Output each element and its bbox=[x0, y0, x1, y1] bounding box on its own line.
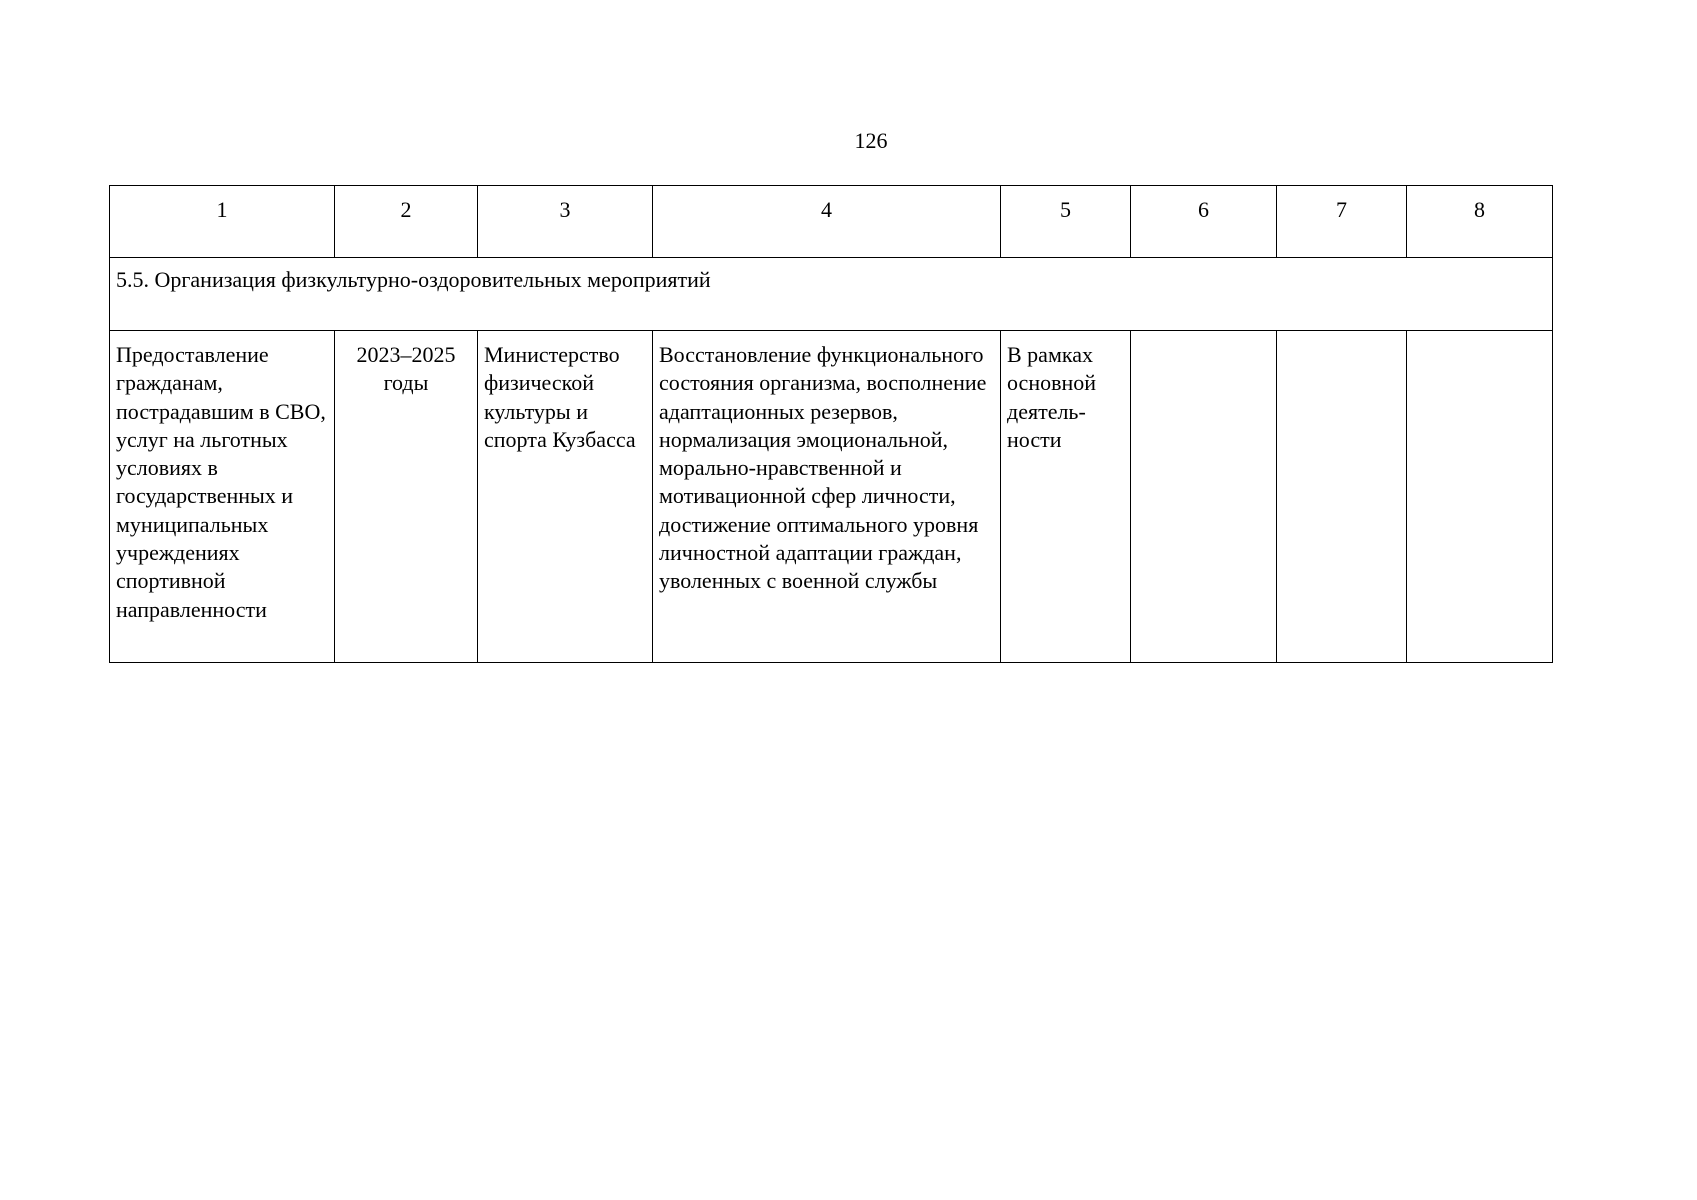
section-heading: 5.5. Организация физкультурно-оздоровительных мероприятий bbox=[110, 258, 1553, 331]
table-row bbox=[110, 331, 1553, 663]
column-7-cell bbox=[1277, 331, 1407, 663]
activity-cell: Предоставление гражданам, пострадавшим в СВО, услуг на льготных условиях в государственных и муниципальных учреждениях спортивной направленности bbox=[110, 331, 335, 663]
page-number: 126 bbox=[854, 128, 888, 153]
executor-cell: Министерство физической культуры и спорта Кузбасса bbox=[478, 331, 653, 663]
column-number-row bbox=[110, 186, 1553, 258]
column-number-5: 5 bbox=[1001, 186, 1131, 258]
column-number-4: 4 bbox=[653, 186, 1001, 258]
column-number-2: 2 bbox=[335, 186, 478, 258]
column-number-3: 3 bbox=[478, 186, 653, 258]
column-8-cell bbox=[1407, 331, 1553, 663]
funding-cell: В рамках основной деятель-ности bbox=[1001, 331, 1131, 663]
column-number-8: 8 bbox=[1407, 186, 1553, 258]
plan-table bbox=[109, 185, 1553, 663]
column-number-1: 1 bbox=[110, 186, 335, 258]
column-number-6: 6 bbox=[1131, 186, 1277, 258]
expected-result-cell: Восстановление функционального состояния организма, восполнение адаптационных резервов, нормализация эмоциональной, морально-нравственной и мотивационной сфер личности, достижение оптимального уровня личностной адаптации граждан, уволенных с военной службы bbox=[653, 331, 1001, 663]
period-cell: 2023–2025 годы bbox=[335, 331, 478, 663]
section-row bbox=[110, 258, 1553, 331]
column-6-cell bbox=[1131, 331, 1277, 663]
column-number-7: 7 bbox=[1277, 186, 1407, 258]
